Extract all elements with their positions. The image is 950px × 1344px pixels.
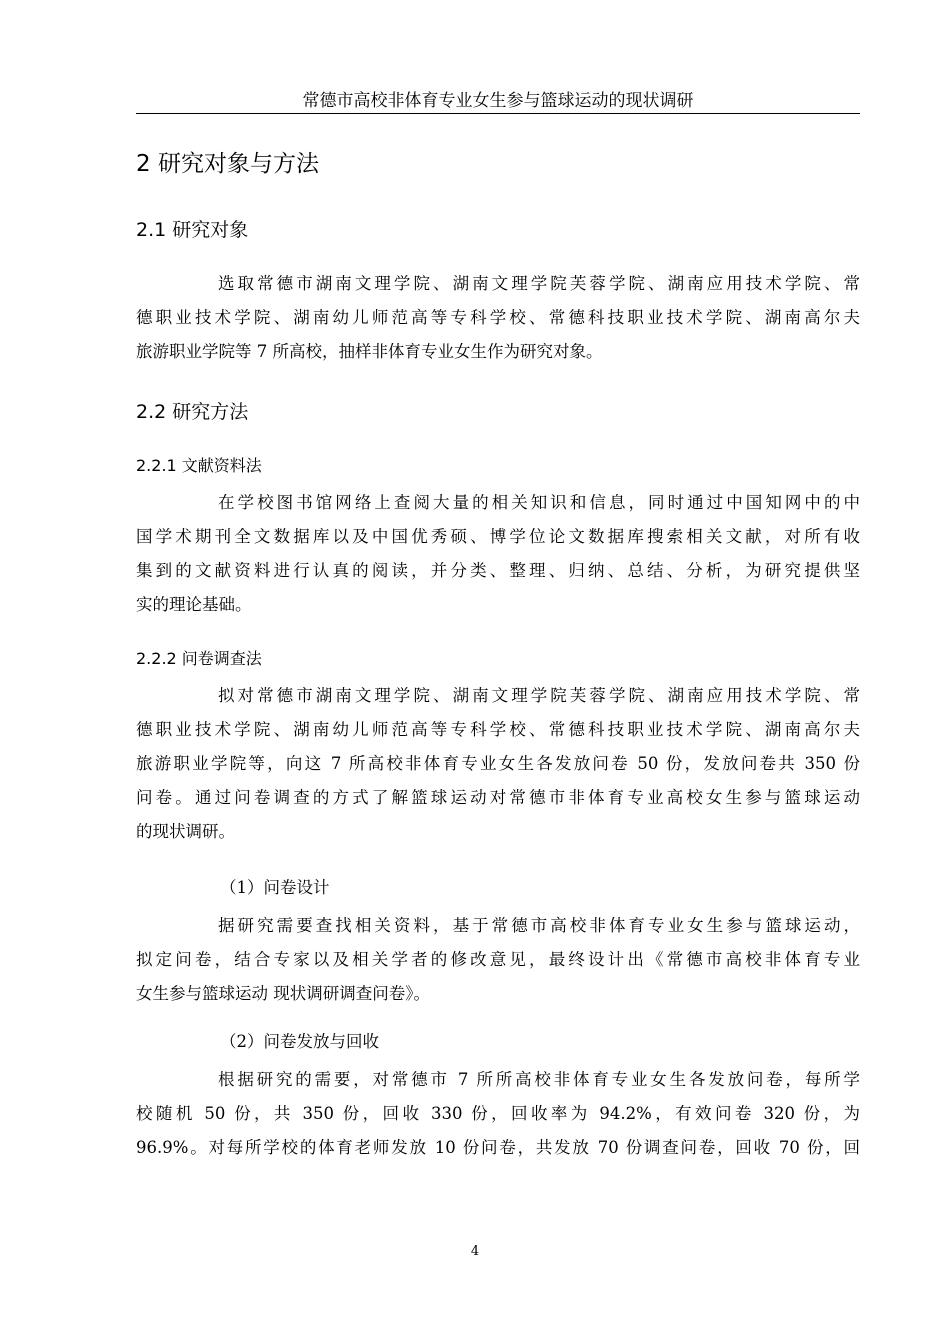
section-2-2-1-heading: 2.2.1 文献资料法 bbox=[136, 456, 262, 475]
paragraph-line: 96.9%。对每所学校的体育老师发放 10 份问卷，共发放 70 份调查问卷，回收 70 份，回 bbox=[136, 1138, 860, 1157]
paragraph-line: 集到的文献资料进行认真的阅读，并分类、整理、归纳、总结、分析，为研究提供坚 bbox=[136, 561, 860, 580]
questionnaire-distribution-heading: （2）问卷发放与回收 bbox=[220, 1032, 379, 1051]
paragraph-line: 据研究需要查找相关资料，基于常德市高校非体育专业女生参与篮球运动， bbox=[218, 916, 860, 935]
paragraph-line: 问卷。通过问卷调查的方式了解篮球运动对常德市非体育专业高校女生参与篮球运动 bbox=[136, 788, 860, 807]
paragraph-line: 实的理论基础。 bbox=[136, 595, 252, 614]
header-divider bbox=[136, 113, 860, 114]
paragraph-line: 选取常德市湖南文理学院、湖南文理学院芙蓉学院、湖南应用技术学院、常 bbox=[218, 274, 860, 293]
paragraph-line: 国学术期刊全文数据库以及中国优秀硕、博学位论文数据库搜索相关文献，对所有收 bbox=[136, 527, 860, 546]
paragraph-line: 校随机 50 份，共 350 份，回收 330 份，回收率为 94.2%，有效问卷 320 份，为 bbox=[136, 1104, 860, 1123]
section-2-2-2-paragraph bbox=[136, 679, 860, 849]
paragraph-line: 拟定问卷，结合专家以及相关学者的修改意见，最终设计出《常德市高校非体育专业 bbox=[136, 950, 860, 969]
paragraph-line: 在学校图书馆网络上查阅大量的相关知识和信息，同时通过中国知网中的中 bbox=[218, 493, 860, 512]
paragraph-line: 拟对常德市湖南文理学院、湖南文理学院芙蓉学院、湖南应用技术学院、常 bbox=[218, 686, 860, 705]
paragraph-line: 根据研究的需要，对常德市 7 所所高校非体育专业女生各发放问卷，每所学 bbox=[218, 1070, 860, 1089]
questionnaire-design-paragraph bbox=[136, 909, 860, 1011]
paragraph-line: 德职业技术学院、湖南幼儿师范高等专科学校、常德科技职业技术学院、湖南高尔夫 bbox=[136, 720, 860, 739]
section-2-2-heading: 2.2 研究方法 bbox=[136, 401, 249, 423]
page-header-title: 常德市高校非体育专业女生参与篮球运动的现状调研 bbox=[302, 91, 694, 111]
section-2-2-2-heading: 2.2.2 问卷调查法 bbox=[136, 649, 262, 668]
section-2-heading: 2 研究对象与方法 bbox=[136, 151, 319, 177]
paragraph-line: 旅游职业学院等，向这 7 所高校非体育专业女生各发放问卷 50 份，发放问卷共 350 份 bbox=[136, 754, 860, 773]
questionnaire-design-heading: （1）问卷设计 bbox=[220, 878, 330, 897]
paragraph-line: 旅游职业学院等 7 所高校，抽样非体育专业女生作为研究对象。 bbox=[136, 342, 603, 361]
section-2-1-paragraph bbox=[136, 267, 860, 369]
section-2-2-1-paragraph bbox=[136, 486, 860, 622]
paragraph-line: 女生参与篮球运动 现状调研调查问卷》。 bbox=[136, 984, 430, 1003]
section-2-1-heading: 2.1 研究对象 bbox=[136, 219, 249, 241]
paragraph-line: 德职业技术学院、湖南幼儿师范高等专科学校、常德科技职业技术学院、湖南高尔夫 bbox=[136, 308, 860, 327]
questionnaire-distribution-paragraph bbox=[136, 1063, 860, 1165]
paragraph-line: 的现状调研。 bbox=[136, 822, 235, 841]
page-number: 4 bbox=[470, 1244, 480, 1259]
